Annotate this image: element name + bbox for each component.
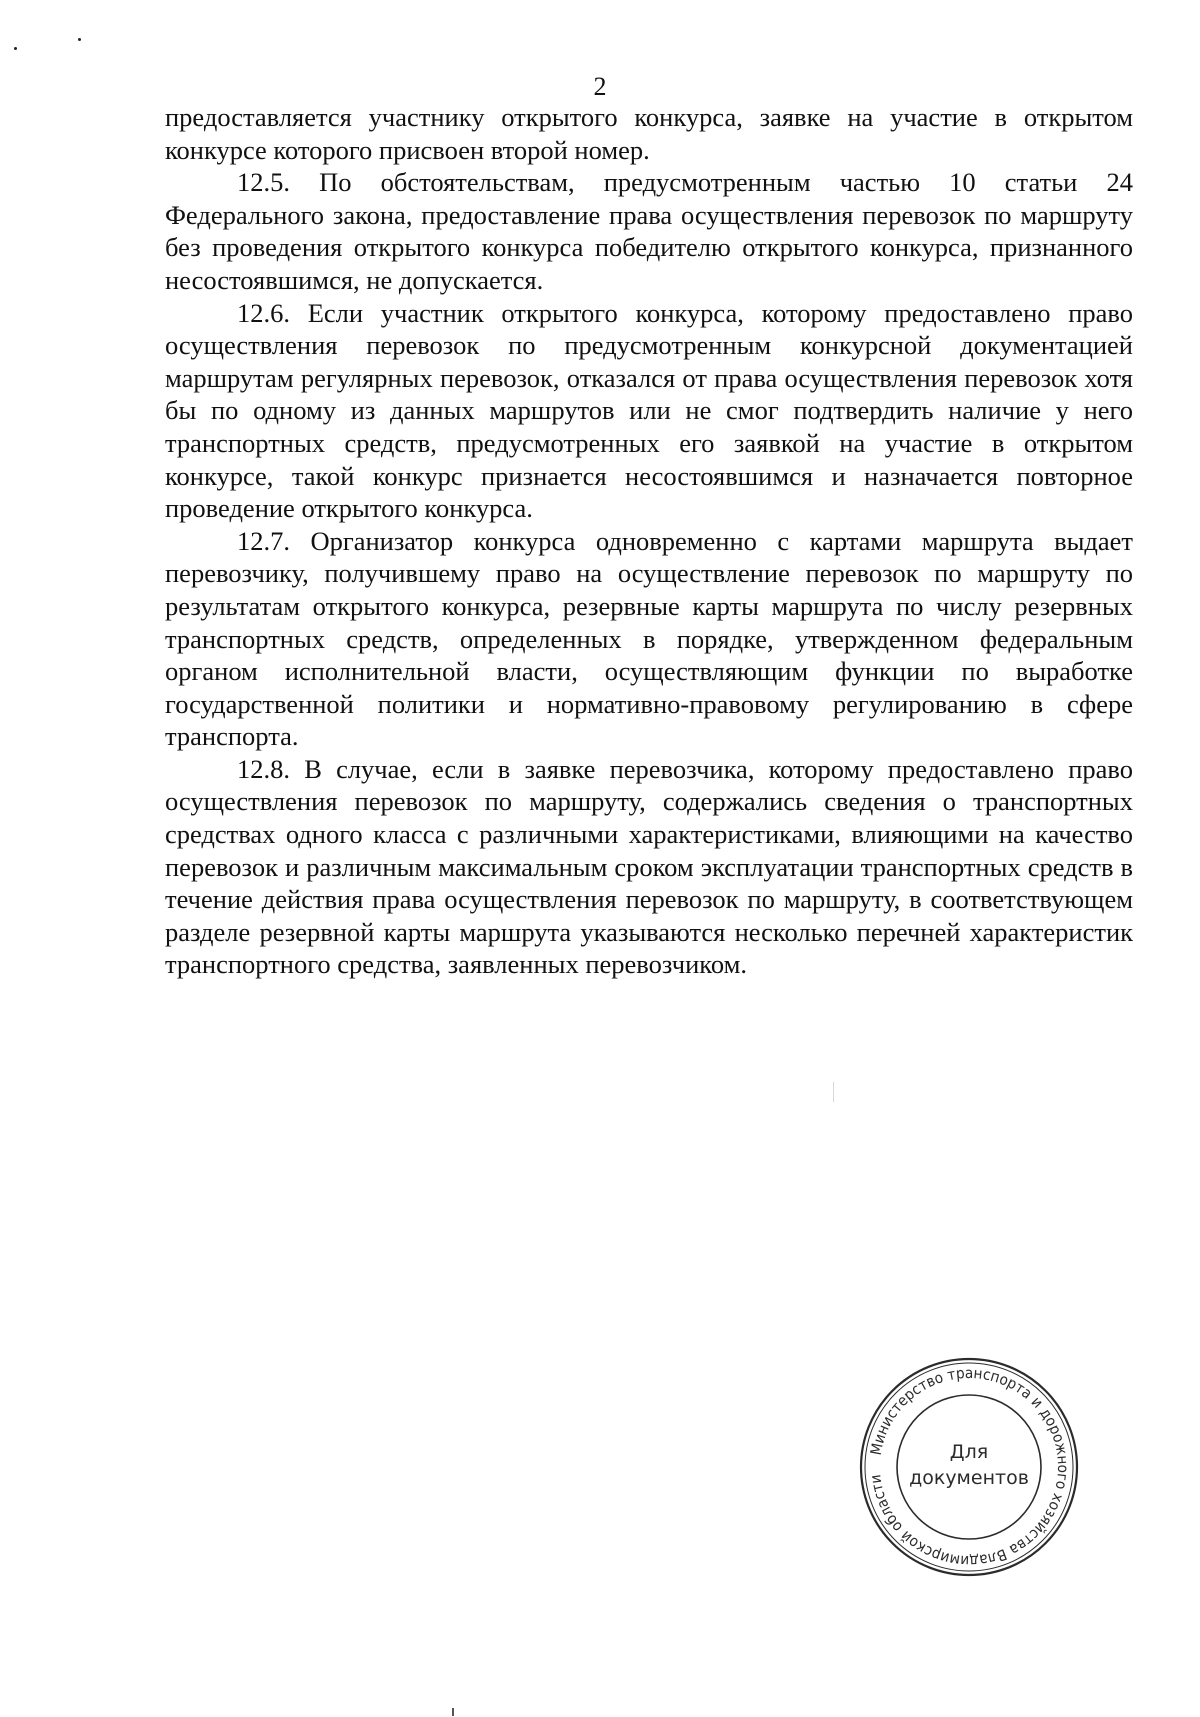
paragraph-12-8: 12.8. В случае, если в заявке перевозчика, которому предоставлено право осуществления перевозок по маршруту, содержались сведения о транспортных средствах одного класса с различными характеристиками, влияющими на качество перевозок и различным максимальным сроком эксплуатации транспортных средств в течение действия права осуществления перевозок по маршруту, в соответствующем разделе резервной карты маршрута указываются несколько перечней характеристик транспортного средства, заявленных перевозчиком.	[165, 753, 1133, 980]
page-number: 2	[593, 72, 607, 101]
paragraph-continuation: предоставляется участнику открытого конкурса, заявке на участие в открытом конкурсе которого присвоен второй номер.	[165, 102, 1133, 165]
paragraph-12-7: 12.7. Организатор конкурса одновременно с картами маршрута выдает перевозчику, получившему право на осуществление перевозок по маршруту по результатам открытого конкурса, резервные карты маршрута по числу резервных транспортных средств, определенных в порядке, утвержденном федеральным органом исполнительной власти, осуществляющим функции по выработке государственной политики и нормативно-правовому регулированию в сфере транспорта.	[165, 525, 1133, 752]
official-stamp	[856, 1354, 1082, 1580]
stamp-seal-icon	[856, 1354, 1082, 1580]
scan-artifact-dot	[78, 38, 81, 41]
scan-artifact-dot	[14, 47, 17, 50]
stamp-center-line1: Для	[949, 1441, 989, 1463]
paragraph-12-6: 12.6. Если участник открытого конкурса, которому предоставлено право осуществления перевозок по предусмотренным конкурсной документацией маршрутам регулярных перевозок, отказался от права осуществления перевозок хотя бы по одному из данных маршрутов или не смог подтвердить наличие у него транспортных средств, предусмотренных его заявкой на участие в открытом конкурсе, такой конкурс признается несостоявшимся и назначается повторное проведение открытого конкурса.	[165, 297, 1133, 524]
scan-artifact-line	[833, 1082, 834, 1102]
stamp-ring-text: Министерство транспорта и дорожного хозяйства Владимирской области	[866, 1363, 1073, 1571]
paragraph-12-5: 12.5. По обстоятельствам, предусмотренным частью 10 статьи 24 Федерального закона, предоставление права осуществления перевозок по маршруту без проведения открытого конкурса победителю открытого конкурса, признанного несостоявшимся, не допускается.	[165, 167, 1133, 295]
scan-artifact-mark	[452, 1708, 454, 1716]
stamp-center-line2: документов	[909, 1467, 1029, 1489]
document-body	[165, 101, 1133, 981]
